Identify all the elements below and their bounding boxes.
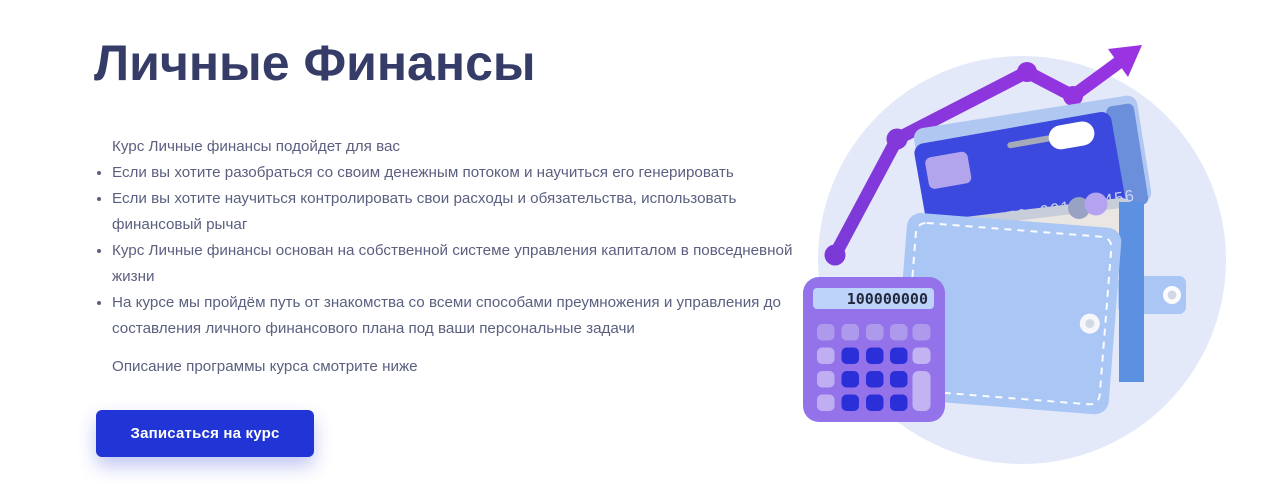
signup-button[interactable]: Записаться на курс (96, 410, 314, 457)
list-item: • Если вы хотите научиться контролировать свои расходы и обязательства, использовать финансовый рычаг (112, 186, 795, 238)
list-item: • На курсе мы пройдём путь от знакомства со всеми способами преумножения и управления до составления личного финансового плана под ваши персональные задачи (112, 290, 795, 342)
calculator-icon (803, 277, 945, 422)
finance-illustration (780, 0, 1280, 484)
page-title: Личные Финансы (94, 35, 536, 91)
course-description (95, 134, 795, 380)
wallet-back (1119, 202, 1144, 382)
outro-line: Описание программы курса смотрите ниже (112, 358, 418, 375)
intro-line: Курс Личные финансы подойдет для вас (112, 138, 401, 155)
calculator-display-value: 100000000 (846, 290, 928, 308)
list-item: • Если вы хотите разобраться со своим денежным потоком и научиться его генерировать (112, 160, 795, 186)
benefits-list (95, 160, 795, 342)
list-item: • Курс Личные финансы основан на собственной системе управления капиталом в повседневной жизни (112, 238, 795, 290)
